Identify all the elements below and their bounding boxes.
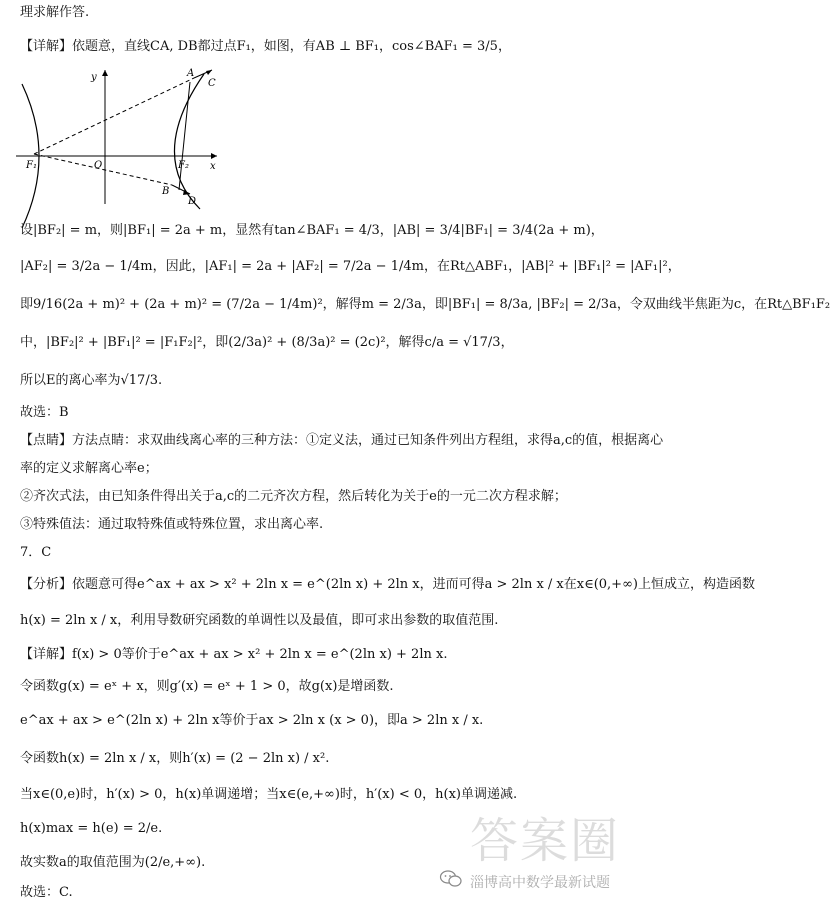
label-y: y: [91, 72, 97, 83]
text-line-14: 【分析】依题意可得e^ax + ax > x² + 2ln x = e^(2ln x) + 2ln x，进而可得a > 2ln x / x在x∈(0,+∞)上恒成立，构造函数: [20, 577, 755, 592]
text-line-13: 7．C: [20, 545, 52, 560]
hyperbola-figure: [12, 64, 222, 209]
watermark-account-name: 淄博高中数学最新试题: [470, 875, 610, 891]
text-line-11: ②齐次式法，由已知条件得出关于a,c的二元齐次方程，然后转化为关于e的一元二次方程求解；: [20, 489, 567, 504]
text-line-5: 即9/16(2a + m)² + (2a + m)² = (7/2a − 1/4m)²，解得m = 2/3a，即|BF₁| = 8/3a, |BF₂| = 2/3a，令双曲线半焦距为c，在Rt△BF₁F₂: [20, 297, 830, 312]
text-line-16: 【详解】f(x) > 0等价于e^ax + ax > x² + 2ln x = e^(2ln x) + 2ln x.: [20, 647, 448, 662]
ray-c-arrow: [206, 70, 212, 75]
y-axis-arrow: [102, 70, 108, 76]
text-line-17: 令函数g(x) = eˣ + x，则g′(x) = eˣ + 1 > 0，故g(x)是增函数.: [20, 679, 394, 694]
wechat-icon: [440, 870, 462, 888]
label-c: C: [208, 78, 216, 89]
text-line-8: 故选：B: [20, 405, 69, 420]
text-line-4: |AF₂| = 3/2a − 1/4m，因此，|AF₁| = 2a + |AF₂| = 7/2a − 1/4m，在Rt△ABF₁，|AB|² + |BF₁|² = |AF₁|²，: [20, 259, 681, 274]
text-line-21: h(x)max = h(e) = 2/e.: [20, 821, 163, 836]
text-line-20: 当x∈(0,e)时，h′(x) > 0，h(x)单调递增；当x∈(e,+∞)时，h′(x) < 0，h(x)单调递减.: [20, 787, 518, 802]
label-f1: F₁: [26, 160, 37, 171]
x-axis-arrow: [211, 153, 217, 159]
label-b: B: [162, 186, 170, 197]
text-line-23: 故选：C.: [20, 885, 73, 900]
ray-d-arrow: [183, 190, 190, 195]
label-origin: O: [94, 160, 103, 171]
text-line-22: 故实数a的取值范围为(2/e,+∞).: [20, 855, 206, 870]
text-line-12: ③特殊值法：通过取特殊值或特殊位置，求出离心率.: [20, 517, 324, 532]
text-line-3: 设|BF₂| = m，则|BF₁| = 2a + m，显然有tan∠BAF₁ = 4/3，|AB| = 3/4|BF₁| = 3/4(2a + m)，: [20, 223, 604, 238]
text-line-9: 【点睛】方法点睛：求双曲线离心率的三种方法：①定义法，通过已知条件列出方程组，求得a,c的值，根据离心: [20, 433, 664, 448]
label-x: x: [210, 161, 216, 172]
watermark-logo: 答案圈: [470, 813, 621, 869]
label-a: A: [187, 68, 195, 79]
text-line-18: e^ax + ax > e^(2ln x) + 2ln x等价于ax > 2ln x (x > 0)，即a > 2ln x / x.: [20, 713, 484, 728]
dashed-line-f1-a: [34, 78, 194, 154]
text-line-15: h(x) = 2ln x / x，利用导数研究函数的单调性以及最值，即可求出参数的取值范围.: [20, 613, 499, 628]
text-line-19: 令函数h(x) = 2ln x / x，则h′(x) = (2 − 2ln x) / x².: [20, 751, 330, 766]
text-line-6: 中，|BF₂|² + |BF₁|² = |F₁F₂|²，即(2/3a)² + (8/3a)² = (2c)²，解得c/a = √17/3，: [20, 335, 514, 350]
text-line-10: 率的定义求解离心率e；: [20, 461, 158, 476]
label-f2: F₂: [178, 160, 189, 171]
text-line-2: 【详解】依题意，直线CA, DB都过点F₁，如图，有AB ⊥ BF₁，cos∠BAF₁ = 3/5，: [20, 39, 511, 54]
dashed-line-f1-b: [34, 154, 172, 185]
text-line-7: 所以E的离心率为√17/3.: [20, 373, 163, 388]
line-ab: [179, 82, 190, 190]
label-d: D: [188, 196, 197, 207]
text-line-1: 理求解作答.: [20, 5, 90, 20]
